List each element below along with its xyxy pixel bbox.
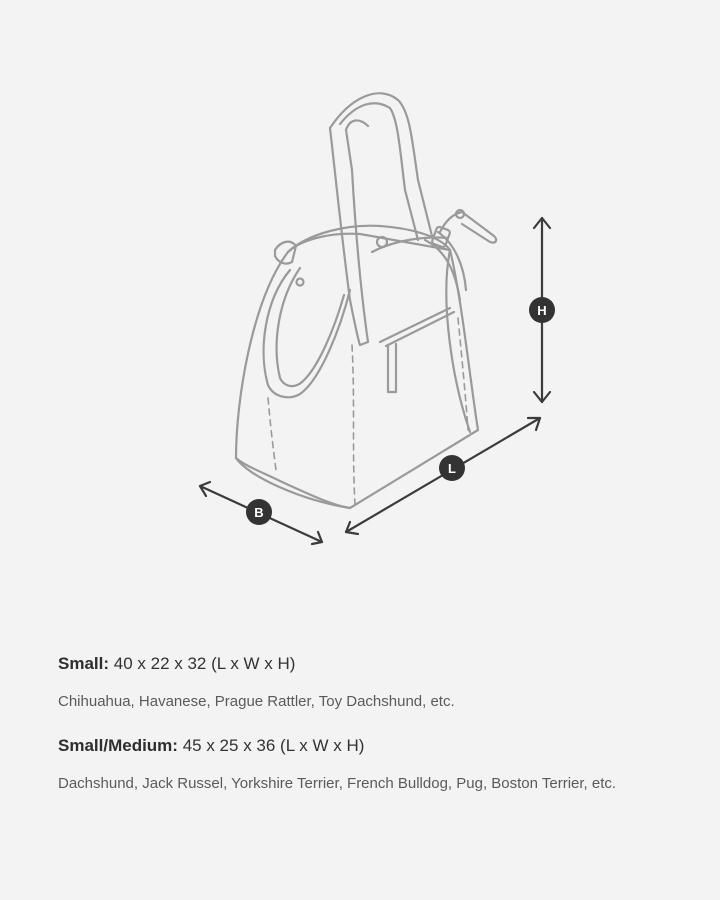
size-measurements: 45 x 25 x 36 (L x W x H) bbox=[182, 736, 365, 755]
length-badge-label: L bbox=[448, 461, 456, 476]
size-heading bbox=[58, 652, 698, 676]
size-option-small bbox=[58, 652, 698, 712]
size-list bbox=[58, 652, 698, 816]
size-breeds: Chihuahua, Havanese, Prague Rattler, Toy Dachshund, etc. bbox=[58, 693, 455, 710]
size-name: Small/Medium: bbox=[58, 736, 178, 755]
length-dimension bbox=[346, 418, 540, 534]
size-name: Small: bbox=[58, 654, 110, 673]
size-breeds: Dachshund, Jack Russel, Yorkshire Terrier, French Bulldog, Pug, Boston Terrier, etc. bbox=[58, 775, 617, 792]
size-heading bbox=[58, 734, 698, 758]
size-option-small-medium bbox=[58, 734, 698, 794]
height-dimension bbox=[529, 218, 555, 402]
size-measurements: 40 x 22 x 32 (L x W x H) bbox=[113, 654, 296, 673]
height-badge-label: H bbox=[537, 303, 547, 318]
width-badge-label: B bbox=[254, 505, 264, 520]
